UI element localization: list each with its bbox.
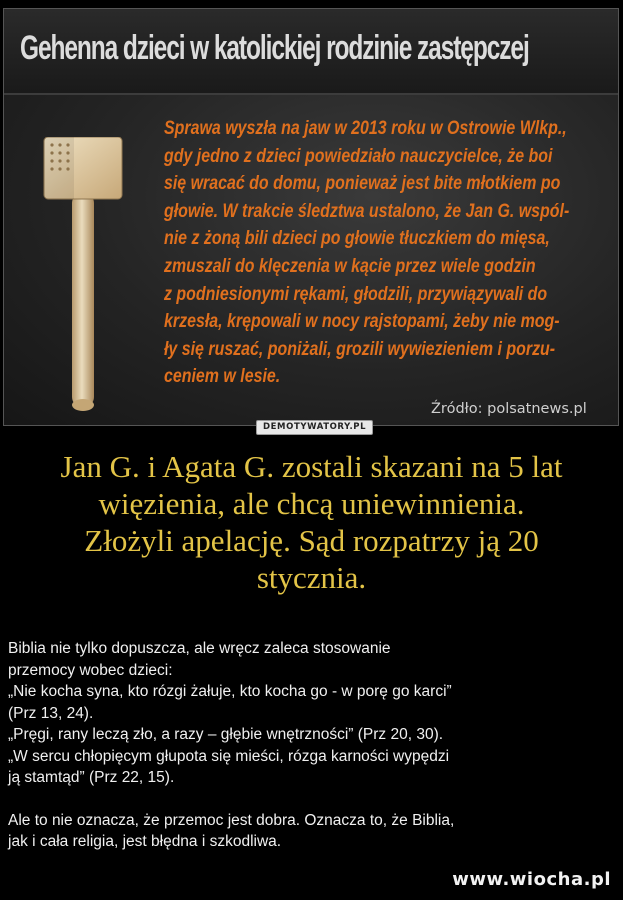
site-badge[interactable]: DEMOTYWATORY.PL <box>256 420 373 435</box>
body-text <box>8 638 620 853</box>
body-line: jak i cała religia, jest błędna i szkodliwa. <box>8 833 282 850</box>
headline-line: Złożyli apelację. Sąd rozpatrzy ją 20 <box>84 523 539 558</box>
body-line: (Prz 13, 24). <box>8 704 94 722</box>
case-line: krzesła, krępowali w nocy rajstopami, żeby nie mog- <box>164 311 560 333</box>
source-credit: Źródło: polsatnews.pl <box>431 401 587 417</box>
case-line: się wracać do domu, ponieważ jest bite młotkiem po <box>164 173 561 195</box>
headline-line: stycznia. <box>256 560 367 595</box>
headline <box>0 448 623 596</box>
headline-line: więzienia, ale chcą uniewinnienia. <box>98 486 525 521</box>
case-line: ceniem w lesie. <box>164 366 281 388</box>
body-line: Biblia nie tylko dopuszcza, ale wręcz zaleca stosowanie <box>8 640 391 657</box>
case-line: ły się ruszać, poniżali, grozili wywiezieniem i porzu- <box>164 338 556 360</box>
body-line: „W sercu chłopięcym głupota się mieści, rózga karności wypędzi <box>8 747 450 765</box>
body-line: ją stamtąd” (Prz 22, 15). <box>8 769 175 786</box>
poster-title: Gehenna dzieci w katolickiej rodzinie zastępczej <box>20 29 529 67</box>
body-line: przemocy wobec dzieci: <box>8 661 173 679</box>
case-line: gdy jedno z dzieci powiedziało nauczycielce, że boi <box>164 145 553 167</box>
body-line: „Pręgi, rany leczą zło, a razy – głębie wnętrzności” (Prz 20, 30). <box>8 726 444 743</box>
body-line: „Nie kocha syna, kto rózgi żałuje, kto kocha go - w porę go karci” <box>8 683 452 700</box>
case-line: Sprawa wyszła na jaw w 2013 roku w Ostrowie Wlkp., <box>164 118 567 139</box>
meat-tenderizer-mallet-image <box>38 137 128 417</box>
case-line: z podniesionymi rękami, głodzili, przywiązywali do <box>164 283 548 305</box>
case-line: nie z żoną bili dzieci po głowie tłuczkiem do mięsa, <box>164 228 550 250</box>
watermark: www.wiocha.pl <box>452 869 611 890</box>
case-description <box>164 115 601 391</box>
poster <box>3 8 619 426</box>
title-bar <box>4 9 618 95</box>
case-line: głowie. W trakcie śledztwa ustalono, że Jan G. wspól- <box>164 200 570 222</box>
paragraph-gap <box>8 789 620 810</box>
headline-line: Jan G. i Agata G. zostali skazani na 5 lat <box>60 449 563 484</box>
body-line: Ale to nie oznacza, że przemoc jest dobra. Oznacza to, że Biblia, <box>8 811 455 829</box>
case-line: zmuszali do klęczenia w kącie przez wiele godzin <box>164 255 536 277</box>
